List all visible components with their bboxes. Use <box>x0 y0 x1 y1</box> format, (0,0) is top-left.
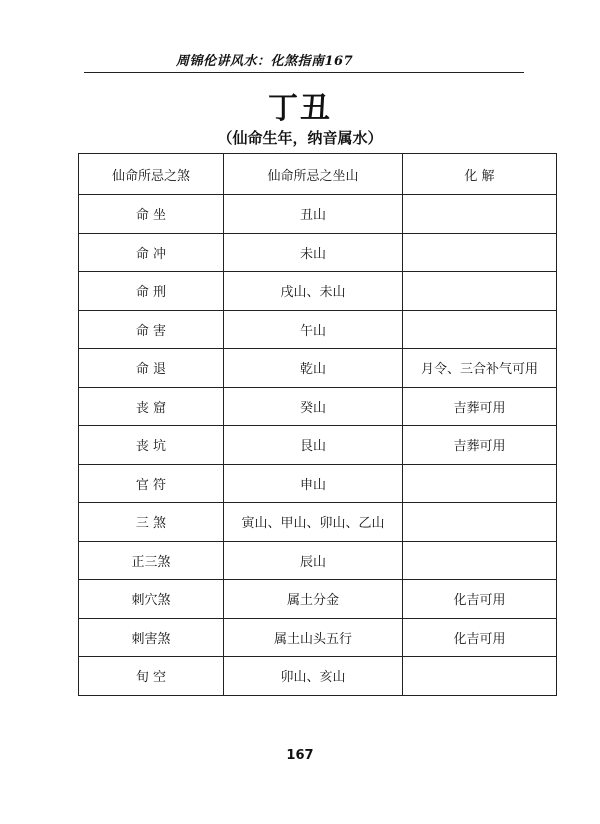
table-row <box>79 233 557 272</box>
mountain-cell: 乾山 <box>224 349 403 388</box>
table-row <box>79 195 557 234</box>
remedy-cell <box>403 503 557 542</box>
remedy-cell <box>403 233 557 272</box>
sha-cell: 命 坐 <box>79 195 224 234</box>
page-subtitle: （仙命生年，纳音属水） <box>217 129 383 147</box>
table-row <box>79 657 557 696</box>
header-divider <box>84 72 524 73</box>
mountain-cell: 属土分金 <box>224 580 403 619</box>
column-header-sha: 仙命所忌之煞 <box>79 154 224 195</box>
remedy-cell: 化吉可用 <box>403 580 557 619</box>
sha-cell: 官 符 <box>79 464 224 503</box>
table-row <box>79 541 557 580</box>
table-row <box>79 310 557 349</box>
remedy-cell <box>403 464 557 503</box>
running-header: 周锦伦讲风水：化煞指南167 <box>176 54 354 69</box>
sha-cell: 丧 窟 <box>79 387 224 426</box>
remedy-cell <box>403 272 557 311</box>
remedy-cell <box>403 541 557 580</box>
sha-cell: 命 退 <box>79 349 224 388</box>
mountain-cell: 辰山 <box>224 541 403 580</box>
table-row <box>79 387 557 426</box>
mountain-cell: 丑山 <box>224 195 403 234</box>
column-header-mountain: 仙命所忌之坐山 <box>224 154 403 195</box>
sha-cell: 命 刑 <box>79 272 224 311</box>
sha-cell: 命 冲 <box>79 233 224 272</box>
page-title: 丁丑 <box>268 91 332 126</box>
remedy-cell <box>403 195 557 234</box>
mountain-cell: 戌山、未山 <box>224 272 403 311</box>
table-row <box>79 503 557 542</box>
mountain-cell: 属土山头五行 <box>224 618 403 657</box>
table-row <box>79 580 557 619</box>
table-row <box>79 618 557 657</box>
remedy-cell <box>403 657 557 696</box>
remedy-cell: 吉葬可用 <box>403 426 557 465</box>
mountain-cell: 癸山 <box>224 387 403 426</box>
mountain-cell: 艮山 <box>224 426 403 465</box>
sha-cell: 三 煞 <box>79 503 224 542</box>
sha-table <box>78 153 557 696</box>
table-row <box>79 349 557 388</box>
remedy-cell: 月令、三合补气可用 <box>403 349 557 388</box>
sha-cell: 丧 坑 <box>79 426 224 465</box>
sha-cell: 正三煞 <box>79 541 224 580</box>
remedy-cell: 化吉可用 <box>403 618 557 657</box>
sha-cell: 刺穴煞 <box>79 580 224 619</box>
mountain-cell: 午山 <box>224 310 403 349</box>
mountain-cell: 未山 <box>224 233 403 272</box>
remedy-cell <box>403 310 557 349</box>
mountain-cell: 寅山、甲山、卯山、乙山 <box>224 503 403 542</box>
table-row <box>79 426 557 465</box>
page-number: 167 <box>286 748 314 763</box>
remedy-cell: 吉葬可用 <box>403 387 557 426</box>
table-row <box>79 272 557 311</box>
mountain-cell: 卯山、亥山 <box>224 657 403 696</box>
mountain-cell: 申山 <box>224 464 403 503</box>
sha-cell: 命 害 <box>79 310 224 349</box>
column-header-remedy: 化 解 <box>403 154 557 195</box>
sha-cell: 刺害煞 <box>79 618 224 657</box>
table-header-row <box>79 154 557 195</box>
sha-cell: 旬 空 <box>79 657 224 696</box>
table-row <box>79 464 557 503</box>
